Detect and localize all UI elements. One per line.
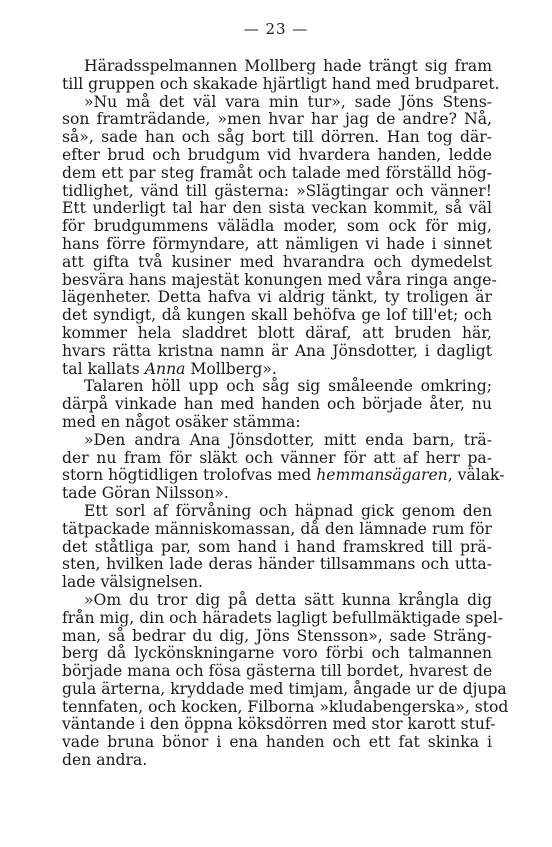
text-line: son framträdande, »men hvar har jag de andre? Nå, (62, 110, 492, 129)
text-line: man, så bedrar du dig, Jöns Stensson», sade Sträng- (62, 626, 492, 645)
text-line: därpå vinkade han med handen och började åter, nu (62, 395, 492, 414)
text-line: besvära hans majestät konungen med våra ringa ange- (62, 270, 497, 289)
text-line: »Om du tror dig på detta sätt kunna krångla dig (84, 590, 492, 609)
text-line: hans förre förmyndare, att nämligen vi hade i sinnet (62, 234, 492, 253)
text-line: med en något osäker stämma: (62, 412, 301, 431)
text-line: väntande i den öppna köksdörren med stor karott stuf- (62, 715, 496, 734)
text-line: efter brud och brudgum vid hvardera handen, ledde (62, 145, 492, 164)
page-number: — 23 — (243, 20, 309, 38)
text-line: vade bruna bönor i ena handen och ett fat skinka i (62, 733, 492, 752)
text-line: lade välsignelsen. (62, 573, 204, 592)
text-line: tätpackade människomassan, då den lämnade rum för (62, 519, 492, 538)
text-line: tidlighet, vänd till gästerna: »Slägtingar och vänner! (62, 181, 492, 200)
text-line: der nu fram för släkt och vänner för att af herr pa- (62, 448, 492, 467)
text-line: »Den andra Ana Jönsdotter, mitt enda barn, trä- (84, 430, 492, 449)
text-line: hvars rätta kristna namn är Ana Jönsdotter, i dagligt (62, 341, 492, 360)
text-line: så», sade han och såg bort till dörren. Han tog där- (62, 128, 492, 147)
text-line: tal kallats Anna Mollberg». (62, 359, 277, 378)
text-line: började mana och fösa gästerna till bordet, hvarest de (62, 662, 493, 681)
text-line: Ett underligt tal har den sista veckan kommit, så väl (62, 199, 492, 218)
text-line: det syndigt, då kungen skall behöfva ge lof till'et; och (62, 306, 492, 325)
text-line: »Nu må det väl vara min tur», sade Jöns Stens- (84, 92, 492, 111)
text-line: tennfaten, och kocken, Filborna »kludabengerska», stod (62, 697, 509, 716)
text-line: sten, hvilken lade deras händer tillsammans och utta- (62, 555, 492, 574)
text-line: den andra. (62, 751, 148, 770)
text-line: storn högtidligen trolofvas med hemmansägaren, välak- (62, 466, 505, 485)
text-line: kommer hela sladdret blott däraf, att bruden här, (62, 323, 492, 342)
italic-name: Anna (144, 359, 186, 378)
text-line: tade Göran Nilsson». (62, 484, 229, 503)
text-line: berg då lyckönskningarne voro förbi och talmannen (62, 644, 492, 663)
text-line: till gruppen och skakade hjärtligt hand med brudparet. (62, 74, 500, 93)
text-line: dem ett par steg framåt och talade med förställd hög- (62, 163, 492, 182)
italic-word: hemmansägaren (316, 466, 448, 485)
text-line: Häradsspelmannen Mollberg hade trängt sig fram (84, 57, 492, 75)
text-line: Ett sorl af förvåning och häpnad gick genom den (84, 501, 492, 520)
text-line: lägenheter. Detta hafva vi aldrig tänkt, ty troligen är (62, 288, 492, 307)
text-line: det ståtliga par, som hand i hand framskred till prä- (62, 537, 492, 556)
body-text (62, 57, 509, 770)
text-line: från mig, din och häradets lagligt befullmäktigade spel- (62, 608, 503, 627)
text-line: att gifta två kusiner med hvarandra och dymedelst (62, 252, 492, 271)
text-line: gula ärterna, kryddade med timjam, ångade ur de djupa (62, 679, 507, 698)
text-line: Talaren höll upp och såg sig småleende omkring; (84, 377, 492, 396)
text-line: för brudgummens välädla moder, som ock för mig, (62, 217, 492, 236)
